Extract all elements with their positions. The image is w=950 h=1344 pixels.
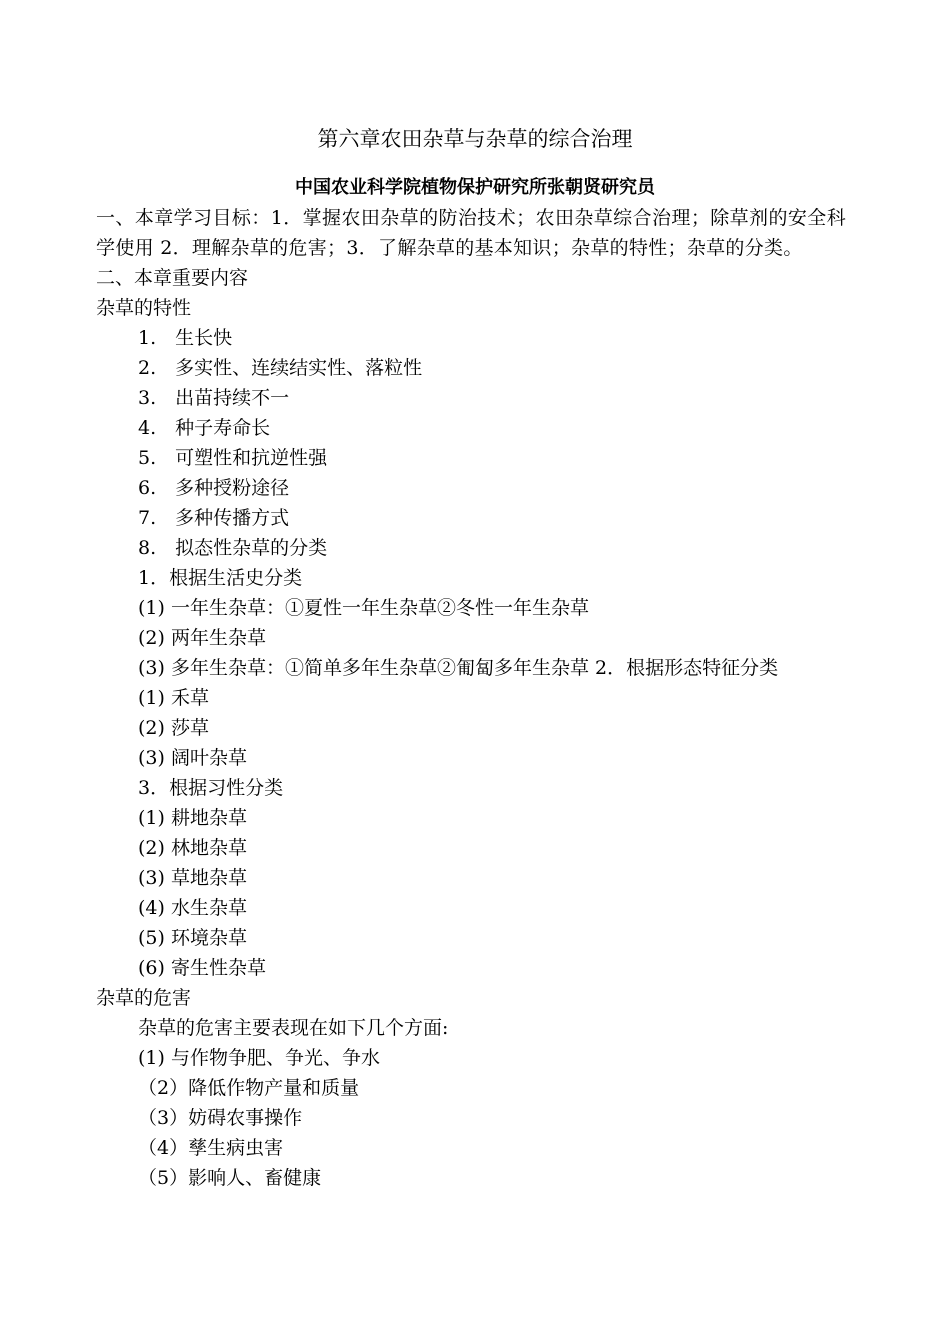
- list-item: (1) 一年生杂草：①夏性一年生杂草②冬性一年生杂草: [138, 597, 589, 619]
- author-line: 中国农业科学院植物保护研究所张朝贤研究员: [295, 177, 655, 198]
- document-title: 第六章农田杂草与杂草的综合治理: [317, 127, 633, 151]
- learning-objectives: 一、本章学习目标：1．掌握农田杂草的防治技术；农田杂草综合治理；除草剂的安全科学使用 2．理解杂草的危害；3．了解杂草的基本知识；杂草的特性；杂草的分类。: [96, 207, 846, 259]
- list-item: (3) 草地杂草: [138, 867, 247, 889]
- harm-heading: 杂草的危害: [96, 987, 192, 1009]
- list-item: 2. 多实性、连续结实性、落粒性: [138, 357, 423, 379]
- list-item: （4）孳生病虫害: [138, 1137, 284, 1159]
- list-item: (2) 两年生杂草: [138, 627, 266, 649]
- list-item: 1. 生长快: [138, 327, 233, 349]
- list-item: （2）降低作物产量和质量: [138, 1077, 360, 1099]
- list-item: 4. 种子寿命长: [138, 417, 271, 439]
- list-item: 3．根据习性分类: [138, 777, 284, 799]
- list-item: （3）妨碍农事操作: [138, 1107, 303, 1129]
- section-heading: 二、本章重要内容: [96, 267, 249, 289]
- list-item: 1．根据生活史分类: [138, 567, 303, 589]
- list-item: 3. 出苗持续不一: [138, 387, 290, 409]
- list-item: （5）影响人、畜健康: [138, 1167, 322, 1189]
- list-item: (3) 阔叶杂草: [138, 747, 247, 769]
- list-item: (1) 禾草: [138, 687, 209, 709]
- list-item: (2) 莎草: [138, 717, 209, 739]
- list-item: 8. 拟态性杂草的分类: [138, 537, 328, 559]
- list-item: (3) 多年生杂草：①简单多年生杂草②匍匐多年生杂草 2．根据形态特征分类: [138, 657, 779, 679]
- list-item: (6) 寄生性杂草: [138, 957, 266, 979]
- list-item: 7. 多种传播方式: [138, 507, 290, 529]
- list-item: 5. 可塑性和抗逆性强: [138, 447, 328, 469]
- document-body: [96, 203, 846, 1193]
- list-item: (5) 环境杂草: [138, 927, 247, 949]
- list-item: (1) 与作物争肥、争光、争水: [138, 1047, 380, 1069]
- list-item: (1) 耕地杂草: [138, 807, 247, 829]
- characteristics-heading: 杂草的特性: [96, 297, 192, 319]
- harm-intro: 杂草的危害主要表现在如下几个方面:: [138, 1017, 449, 1039]
- list-item: 6. 多种授粉途径: [138, 477, 290, 499]
- list-item: (2) 林地杂草: [138, 837, 247, 859]
- list-item: (4) 水生杂草: [138, 897, 247, 919]
